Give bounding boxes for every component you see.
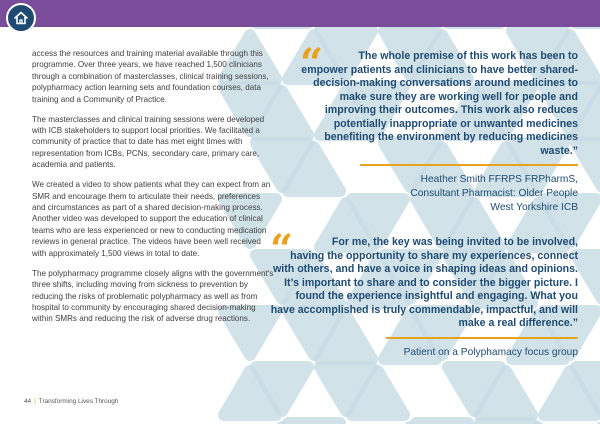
body-paragraph-4: The polypharmacy programme closely aligns with the government's three shifts, including moving from sickness to prevention by reducing the risks of problematic polypharmacy as well as from hospital to community by encouraging shared decision-making within SMRs and reducing the risk of adverse drug reactions. — [32, 268, 274, 324]
quote-divider — [360, 164, 578, 166]
quote-attribution — [300, 173, 578, 215]
body-paragraph-3: We created a video to show patients what they can expect from an SMR and encourage them to articulate their needs, preferences and circumstances as part of a shared decision-making process. Another video was developed to support the education of clinical teams who are less experienced or new to conducting medication reviews in general practice. The videos have been well received with approximately 1,500 views in total to date. — [32, 180, 271, 258]
quote-divider — [386, 337, 578, 339]
quote-attribution — [270, 346, 578, 360]
attribution-line: Consultant Pharmacist: Older People — [410, 188, 578, 199]
page-number: 44 — [24, 398, 32, 405]
background-triangle — [576, 255, 600, 299]
attribution-line: Heather Smith FFRPS FRPharmS, — [420, 174, 578, 185]
footer-separator: | — [34, 398, 36, 405]
home-icon — [14, 11, 28, 25]
quote-text: For me, the key was being invited to be involved, having the opportunity to share my experiences, connect with others, and have a voice in shaping ideas and opinions. It’s important to share and to consider the bigger picture. I found the experience insightful and engaging. What you have accomplished is truly commendable, impactful, and will make a real difference.” — [270, 236, 578, 329]
footer-title: Transforming Lives Through — [38, 398, 119, 405]
attribution-line: West Yorkshire ICB — [490, 202, 578, 213]
body-paragraph-1: access the resources and training material available through this programme. Over three years, we have reached 1,500 clinicians through a combination of masterclasses, clinical training sessions, polypharmacy action learning sets and foundation courses, data training and a Community of Practice. — [32, 49, 269, 104]
page-footer — [24, 398, 118, 405]
background-triangle — [576, 143, 600, 187]
pull-quote-clinician — [300, 40, 578, 215]
body-text-column — [32, 48, 274, 333]
quote-mark-icon: “ — [270, 226, 294, 273]
body-paragraph-2: The masterclasses and clinical training sessions were developed with ICB stakeholders to support local priorities. We facilitated a community of practice that to date has met eight times with representation from ICBs, PCNs, secondary care, primary care, academia and patients. — [32, 114, 265, 170]
top-color-bar — [0, 0, 600, 27]
quote-text: The whole premise of this work has been to empower patients and clinicians to have better shared-decision-making conversations around medicines to make sure they are working well for people and improving their outcomes. This work also reduces potentially inappropriate or unwanted medicines benefiting the environment by reducing medicines waste.” — [301, 50, 578, 157]
attribution-line: Patient on a Polyphamacy focus group — [403, 346, 578, 358]
home-button[interactable] — [6, 3, 36, 33]
pull-quote-patient — [270, 226, 578, 360]
quote-mark-icon: “ — [300, 40, 324, 87]
